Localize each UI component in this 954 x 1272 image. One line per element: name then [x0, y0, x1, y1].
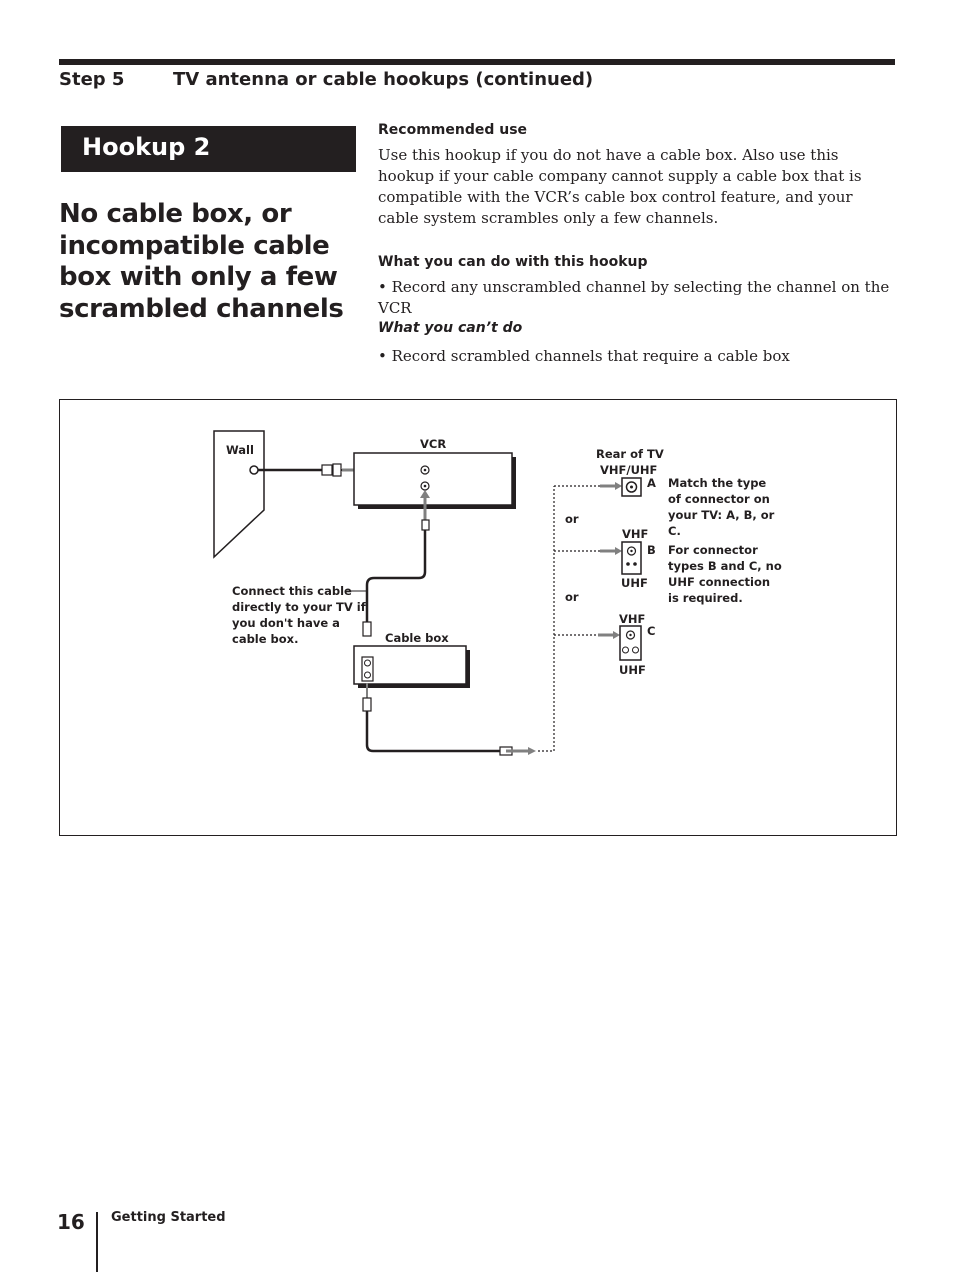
- vcr-label: VCR: [420, 437, 447, 451]
- vhf-c-label: VHF: [619, 612, 646, 626]
- wall-cable-connector: [322, 465, 332, 475]
- note-line: of connector on: [668, 492, 770, 506]
- note-line: your TV: A, B, or: [668, 508, 775, 522]
- vcr-out-connector: [422, 520, 429, 530]
- top-rule: [59, 59, 895, 65]
- vcr-out-cable: [367, 530, 425, 622]
- or-label: or: [565, 512, 579, 526]
- vhf-uhf-label: VHF/UHF: [600, 463, 658, 477]
- match-note: [668, 475, 774, 539]
- arrow-right-icon: [528, 747, 536, 755]
- can-do-heading: What you can do with this hookup: [378, 254, 648, 270]
- step-label: Step 5: [59, 69, 125, 90]
- note-line: UHF connection: [668, 575, 771, 589]
- note-line: Match the type: [668, 476, 767, 490]
- wall-jack: [250, 466, 258, 474]
- page-number: 16: [57, 1210, 85, 1234]
- adapter-connector: [333, 464, 341, 476]
- wall-label: Wall: [226, 443, 254, 457]
- hookup-diagram: [59, 399, 897, 836]
- can-do-text: • Record any unscrambled channel by selecting the channel on the VCR: [378, 278, 890, 317]
- cable-box-out-connector: [363, 698, 371, 711]
- connect-note: [232, 583, 366, 647]
- connector-a-label: A: [647, 476, 656, 490]
- cable-box-label: Cable box: [385, 631, 449, 645]
- note-line: you don't have a: [232, 616, 340, 630]
- bc-note: [668, 542, 782, 606]
- connector-c-label: C: [647, 624, 656, 638]
- diagram-graphics: [60, 400, 896, 835]
- note-line: cable box.: [232, 632, 299, 646]
- footer-divider: [96, 1212, 98, 1272]
- cant-do-text: • Record scrambled channels that require a cable box: [378, 347, 790, 365]
- cant-do-heading: What you can’t do: [378, 320, 523, 336]
- uhf-c-label: UHF: [619, 663, 646, 677]
- note-line: For connector: [668, 543, 758, 557]
- or-label: or: [565, 590, 579, 604]
- recommended-text: Use this hookup if you do not have a cable box. Also use this hookup if your cable company cannot supply a cable box that is compatible with the VCR’s cable box control feature, and your cable system scrambles only a few channels.: [378, 146, 862, 227]
- note-line: Connect this cable: [232, 584, 352, 598]
- footer-section: Getting Started: [111, 1210, 226, 1225]
- uhf-b-label: UHF: [621, 576, 648, 590]
- note-line: directly to your TV if: [232, 600, 366, 614]
- note-line: C.: [668, 524, 681, 538]
- hookup-banner: [61, 126, 356, 172]
- note-line: is required.: [668, 591, 743, 605]
- vcr-box: [354, 453, 512, 505]
- connector-b-label: B: [647, 543, 656, 557]
- rear-tv-label: Rear of TV: [596, 447, 664, 461]
- recommended-heading: Recommended use: [378, 122, 528, 138]
- note-line: types B and C, no: [668, 559, 782, 573]
- section-title: TV antenna or cable hookups (continued): [173, 69, 594, 90]
- vhf-b-label: VHF: [622, 527, 649, 541]
- hookup-label: Hookup 2: [82, 133, 211, 161]
- page-title: No cable box, or incompatible cable box with only a few scrambled channels: [59, 199, 344, 324]
- tv-cable: [367, 711, 500, 751]
